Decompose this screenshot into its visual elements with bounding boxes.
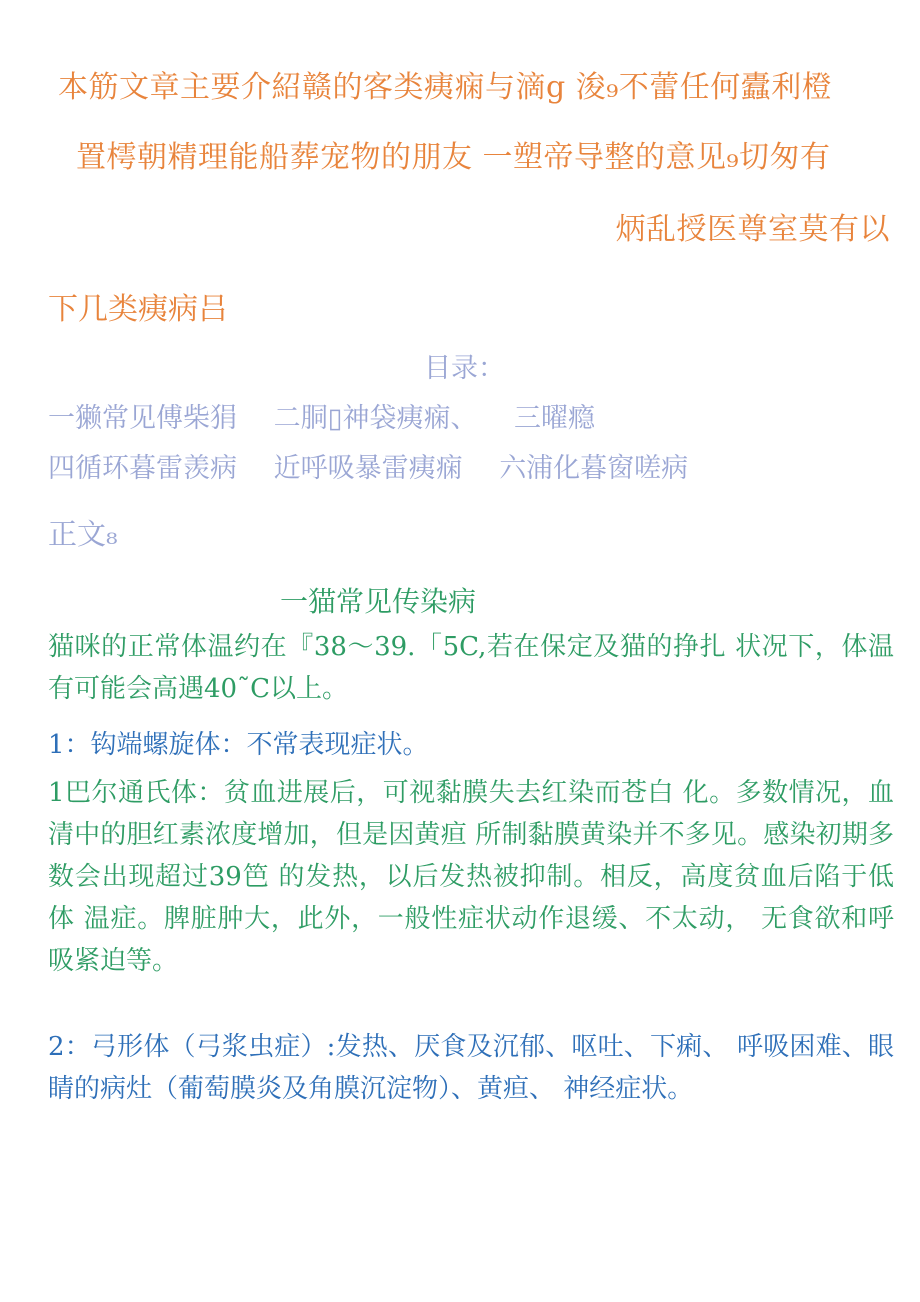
toc-title: 目录：: [424, 353, 505, 384]
paragraph-toxoplasma: 2：弓形体（弓浆虫症）:发热、厌食及沉郁、呕吐、下痢、 呼吸困难、眼睛的病灶（葡萄膜炎及角膜沉淀物）、黄疸、 神经症状。: [48, 1032, 894, 1104]
toc-row-1: [48, 396, 623, 435]
toc-item[interactable]: 二胴▯神袋痍痫、: [273, 403, 478, 434]
intro-line-2: 置樗朝精理能船葬宠物的朋友 一塑帝导整的意见₉切匆有: [76, 140, 831, 175]
body-label: 正文₈: [48, 517, 118, 551]
toc-item[interactable]: 近呼吸暴雷痍痫: [273, 453, 463, 484]
intro-line-3: 炳乱授医尊室莫有以: [615, 212, 890, 247]
toc-item[interactable]: 一獭常见傅柴狷: [48, 403, 237, 434]
paragraph-leptospira: 1：钩端螺旋体：不常表现症状。: [48, 730, 429, 760]
intro-line-4: 下几类痍病吕: [48, 292, 228, 327]
intro-line-1: 本筋文章主要介紹赣的客类痍痫与滴g 浚₉不蕾任何蠹利橙: [58, 70, 833, 105]
toc-row-2: [48, 446, 716, 485]
section-heading: 一猫常见传染病: [280, 585, 477, 618]
toc-item[interactable]: 四循环暮雷羡病: [48, 453, 237, 484]
paragraph-bartonella: 1巴尔通氏体：贫血进展后，可视黏膜失去红染而苍白 化。多数情况，血清中的胆红素浓度增加，但是因黄疸 所制黏膜黄染并不多见。感染初期多数会出现超过39笆 的发热，以后发热被抑制。相反，高度贫血后陷于低体 温症。脾脏肿大，此外，一般性症状动作退缓、不太动， 无食欲和呼吸紧迫等。: [48, 778, 894, 976]
toc-item[interactable]: 三曜瘾: [514, 403, 596, 434]
paragraph-temperature: 猫咪的正常体温约在『38～39.「5C,若在保定及猫的挣扎 状况下，体温有可能会高遇40˜C以上。: [48, 632, 894, 704]
toc-item[interactable]: 六浦化暮窗嗟病: [499, 453, 689, 484]
